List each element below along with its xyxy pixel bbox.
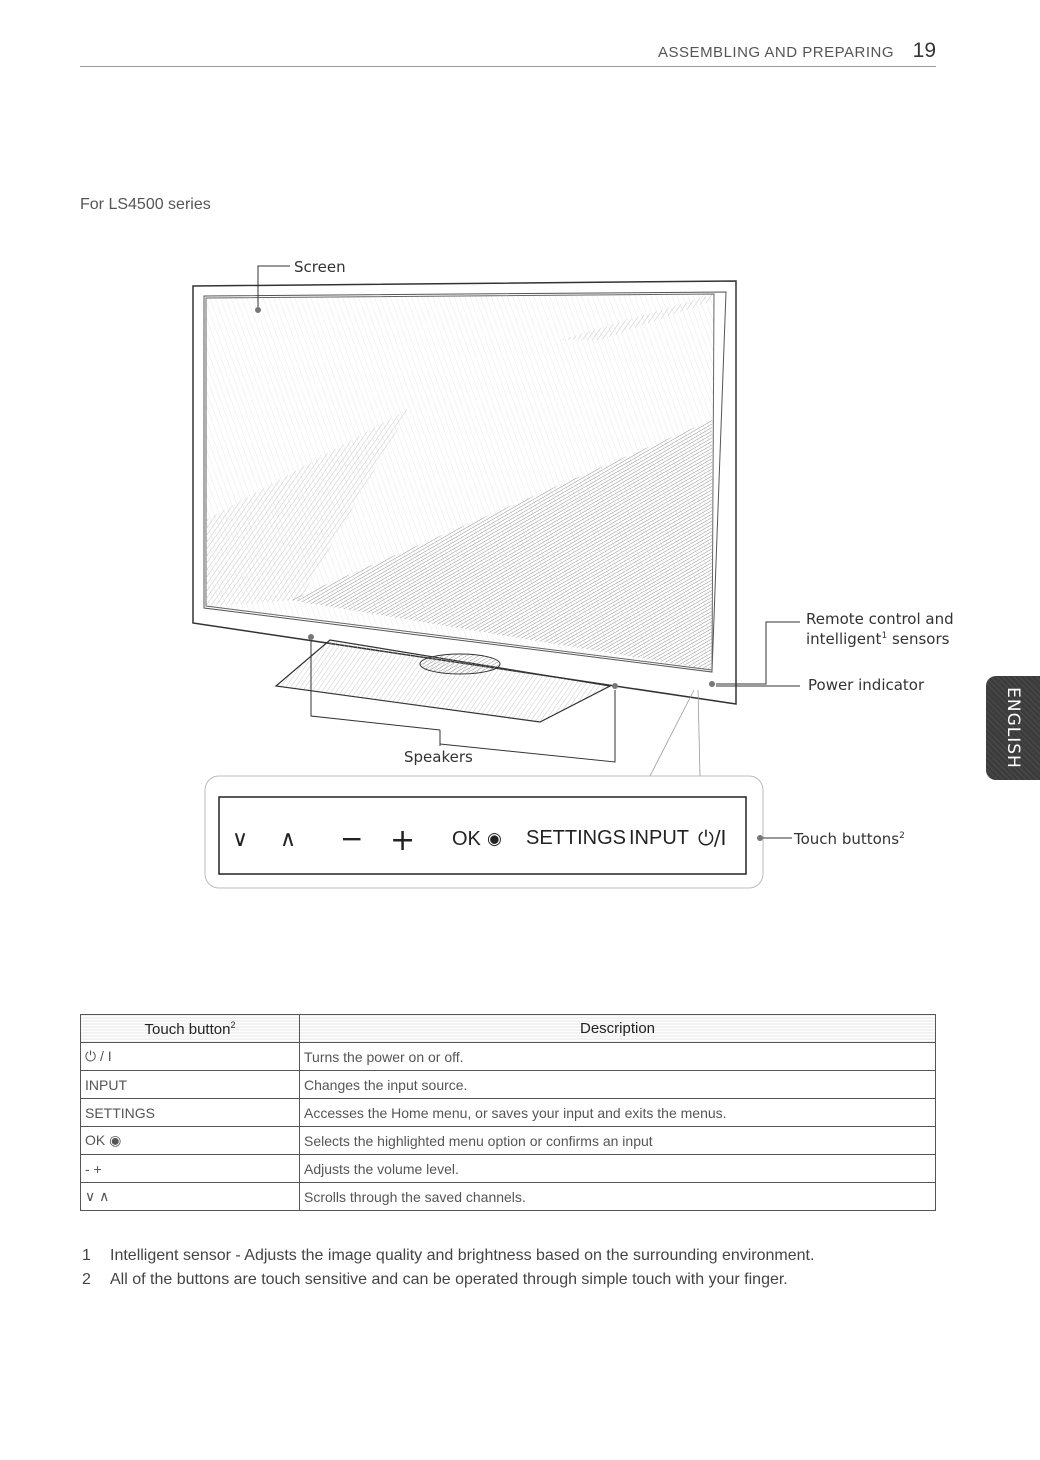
language-tab bbox=[986, 676, 1040, 780]
zoom-lines bbox=[650, 690, 700, 776]
table-cell-description: Changes the input source. bbox=[300, 1071, 936, 1099]
channel-up-button[interactable]: ∧ bbox=[280, 827, 297, 852]
sensor-callout bbox=[709, 610, 954, 694]
table-cell-button: SETTINGS bbox=[81, 1099, 300, 1127]
volume-down-button[interactable]: − bbox=[340, 822, 364, 855]
table-row bbox=[81, 1099, 936, 1127]
touch-buttons-label: Touch buttons$^2$ bbox=[794, 830, 905, 848]
footnotes bbox=[82, 1244, 952, 1292]
table-row bbox=[81, 1183, 936, 1211]
table-row bbox=[81, 1127, 936, 1155]
table-cell-description: Accesses the Home menu, or saves your input and exits the menus. bbox=[300, 1099, 936, 1127]
table-cell-button: ∨ ∧ bbox=[81, 1183, 300, 1211]
footnote-text: Intelligent sensor - Adjusts the image quality and brightness based on the surrounding environment. bbox=[110, 1247, 815, 1264]
table-cell-button: OK ◉ bbox=[81, 1127, 300, 1155]
footnote-number: 1 bbox=[82, 1247, 91, 1264]
table-header-touch-button: Touch button$^2$ bbox=[81, 1015, 300, 1043]
table-cell-button: INPUT bbox=[81, 1071, 300, 1099]
table-cell-description: Selects the highlighted menu option or confirms an input bbox=[300, 1127, 936, 1155]
table-cell-description: Turns the power on or off. bbox=[300, 1043, 936, 1071]
table-row bbox=[81, 1071, 936, 1099]
input-button[interactable]: INPUT bbox=[629, 827, 689, 849]
tv-screen bbox=[206, 294, 714, 670]
table-cell-button: ⏻ / I bbox=[81, 1043, 300, 1071]
power-button[interactable]: ⏻/I bbox=[698, 826, 727, 850]
speakers-label: Speakers bbox=[404, 748, 473, 766]
footnote-1 bbox=[82, 1244, 952, 1268]
page-number: 19 bbox=[912, 39, 936, 62]
touch-button-panel bbox=[205, 776, 905, 888]
power-indicator-label: Power indicator bbox=[808, 676, 925, 694]
channel-down-button[interactable]: ∨ bbox=[232, 827, 249, 852]
footnote-text: All of the buttons are touch sensitive and can be operated through simple touch with your finger. bbox=[110, 1271, 788, 1288]
remote-sensor-label-line2: intelligent$^1$ sensors bbox=[806, 630, 950, 648]
series-label: For LS4500 series bbox=[80, 196, 211, 213]
section-title: ASSEMBLING AND PREPARING bbox=[658, 44, 894, 61]
volume-up-button[interactable]: + bbox=[390, 823, 416, 858]
ok-button[interactable]: OK bbox=[452, 828, 481, 850]
remote-sensor-label-line1: Remote control and bbox=[806, 610, 954, 628]
table-cell-description: Scrolls through the saved channels. bbox=[300, 1183, 936, 1211]
touch-buttons-table bbox=[80, 1014, 936, 1211]
footnote-2 bbox=[82, 1268, 952, 1292]
table-cell-description: Adjusts the volume level. bbox=[300, 1155, 936, 1183]
table-header-row bbox=[81, 1015, 936, 1043]
table-header-description: Description bbox=[300, 1015, 936, 1043]
table-row bbox=[81, 1155, 936, 1183]
screen-label: Screen bbox=[294, 258, 346, 276]
language-tab-label: ENGLISH bbox=[1003, 687, 1023, 769]
table-row bbox=[81, 1043, 936, 1071]
settings-button[interactable]: SETTINGS bbox=[526, 827, 627, 849]
footnote-number: 2 bbox=[82, 1271, 91, 1288]
table-cell-button: - + bbox=[81, 1155, 300, 1183]
ok-button-icon: ◉ bbox=[487, 829, 502, 849]
